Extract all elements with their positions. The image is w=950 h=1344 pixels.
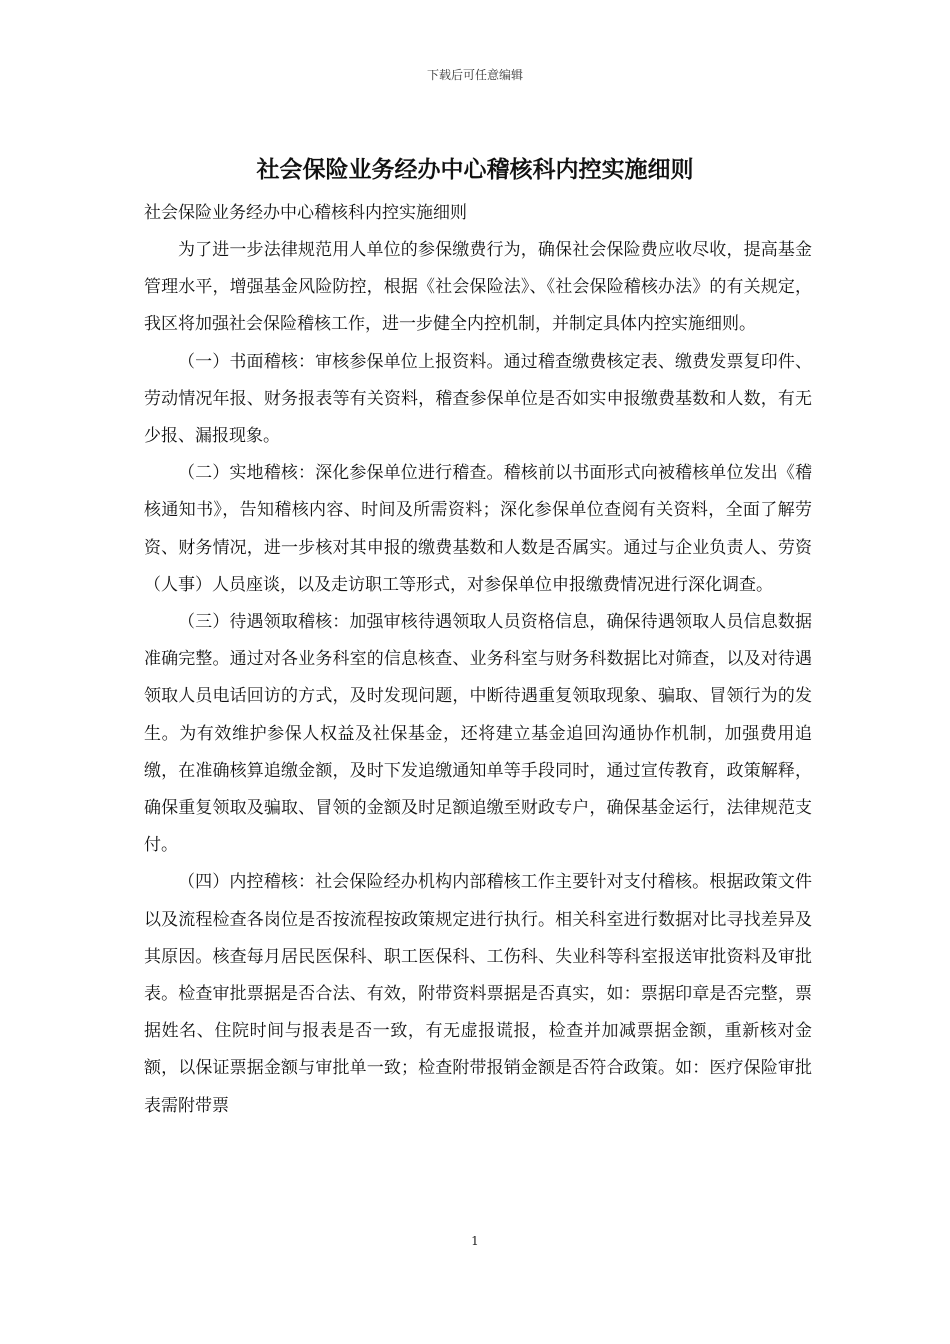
- paragraph-internal-audit: （四）内控稽核：社会保险经办机构内部稽核工作主要针对支付稽核。根据政策文件以及流程检查各岗位是否按流程按政策规定进行执行。相关科室进行数据对比寻找差异及其原因。核查每月居民医保科、职工医保科、工伤科、失业科等科室报送审批资料及审批表。检查审批票据是否合法、有效，附带资料票据是否真实，如：票据印章是否完整，票据姓名、住院时间与报表是否一致，有无虚报谎报，检查并加减票据金额，重新核对金额，以保证票据金额与审批单一致；检查附带报销金额是否符合政策。如：医疗保险审批表需附带票: [144, 872, 812, 1116]
- document-body: [144, 194, 812, 1125]
- page-number: 1: [471, 1234, 479, 1248]
- document-title: 社会保险业务经办中心稽核科内控实施细则: [256, 157, 694, 183]
- page-header-note: 下载后可任意编辑: [426, 68, 523, 82]
- paragraph-benefit-audit: （三）待遇领取稽核：加强审核待遇领取人员资格信息，确保待遇领取人员信息数据准确完整。通过对各业务科室的信息核查、业务科室与财务科数据比对筛查，以及对待遇领取人员电话回访的方式，及时发现问题，中断待遇重复领取现象、骗取、冒领行为的发生。为有效维护参保人权益及社保基金，还将建立基金追回沟通协作机制，加强费用追缴，在准确核算追缴金额，及时下发追缴通知单等手段同时，通过宣传教育，政策解释，确保重复领取及骗取、冒领的金额及时足额追缴至财政专户，确保基金运行，法律规范支付。: [144, 612, 812, 856]
- paragraph-written-audit: （一）书面稽核：审核参保单位上报资料。通过稽查缴费核定表、缴费发票复印件、劳动情况年报、财务报表等有关资料，稽查参保单位是否如实申报缴费基数和人数，有无少报、漏报现象。: [144, 351, 812, 447]
- document-subtitle: 社会保险业务经办中心稽核科内控实施细则: [144, 203, 467, 223]
- paragraph-onsite-audit: （二）实地稽核：深化参保单位进行稽查。稽核前以书面形式向被稽核单位发出《稽核通知书》，告知稽核内容、时间及所需资料；深化参保单位查阅有关资料，全面了解劳资、财务情况，进一步核对其申报的缴费基数和人数是否属实。通过与企业负责人、劳资（人事）人员座谈，以及走访职工等形式，对参保单位申报缴费情况进行深化调查。: [144, 463, 812, 595]
- paragraph-intro: 为了进一步法律规范用人单位的参保缴费行为，确保社会保险费应收尽收，提高基金管理水平，增强基金风险防控，根据《社会保险法》、《社会保险稽核办法》的有关规定，我区将加强社会保险稽核工作，进一步健全内控机制，并制定具体内控实施细则。: [144, 240, 812, 335]
